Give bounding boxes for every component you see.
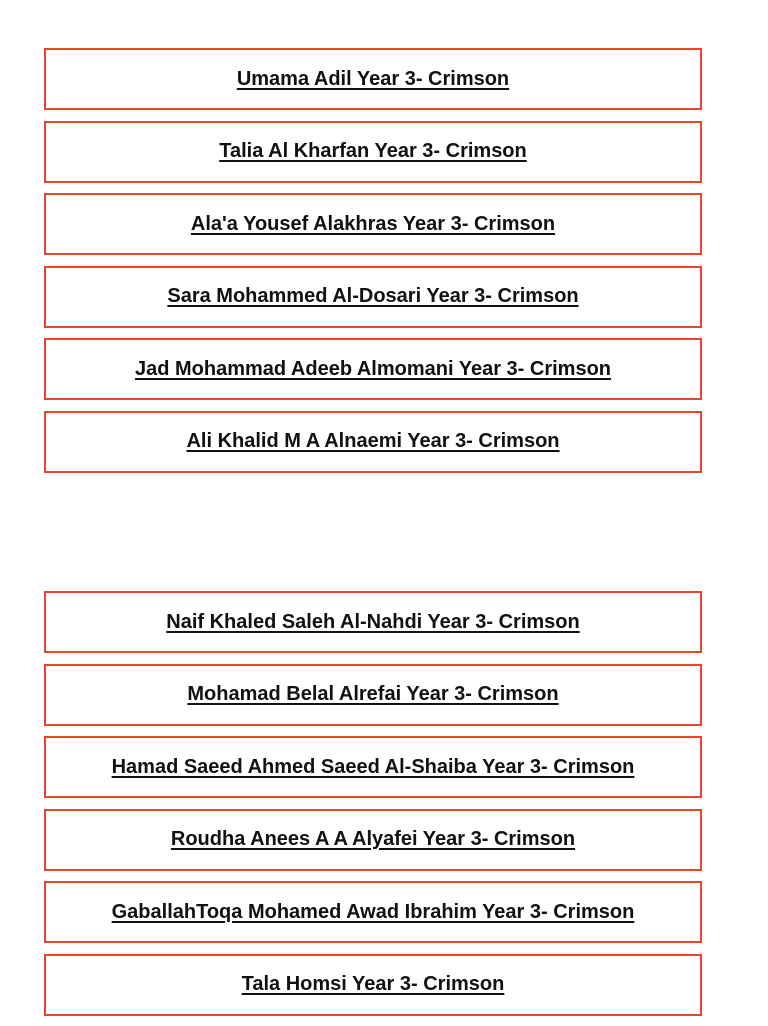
name-label-text: Talia Al Kharfan Year 3- Crimson bbox=[219, 140, 527, 162]
name-label-text: Sara Mohammed Al-Dosari Year 3- Crimson bbox=[167, 285, 579, 307]
name-label-box bbox=[44, 881, 702, 943]
name-label-box bbox=[44, 664, 702, 726]
name-label-box bbox=[44, 338, 702, 400]
name-label-box bbox=[44, 591, 702, 653]
name-label-text: Naif Khaled Saleh Al-Nahdi Year 3- Crimson bbox=[166, 610, 580, 633]
label-group-1 bbox=[44, 48, 702, 483]
name-label-text: Hamad Saeed Ahmed Saeed Al-Shaiba Year 3- Crimson bbox=[111, 755, 635, 778]
name-label-text: Jad Mohammad Adeeb Almomani Year 3- Crimson bbox=[134, 357, 612, 380]
label-group-2 bbox=[44, 591, 702, 1026]
name-label-text: Umama Adil Year 3- Crimson bbox=[236, 67, 510, 90]
name-label-text: Ala'a Yousef Alakhras Year 3- Crimson bbox=[190, 212, 556, 235]
name-label-text: Tala Homsi Year 3- Crimson bbox=[241, 973, 505, 995]
name-label-box bbox=[44, 48, 702, 110]
name-label-box bbox=[44, 809, 702, 871]
name-label-text: Roudha Anees A A Alyafei Year 3- Crimson bbox=[170, 828, 576, 850]
name-label-box bbox=[44, 736, 702, 798]
name-label-text: Ali Khalid M A Alnaemi Year 3- Crimson bbox=[186, 430, 560, 452]
name-label-box bbox=[44, 266, 702, 328]
name-label-text: Mohamad Belal Alrefai Year 3- Crimson bbox=[187, 683, 559, 705]
name-label-box bbox=[44, 411, 702, 473]
name-label-box bbox=[44, 121, 702, 183]
name-label-box bbox=[44, 193, 702, 255]
name-label-box bbox=[44, 954, 702, 1016]
name-label-text: GaballahToqa Mohamed Awad Ibrahim Year 3- Crimson bbox=[111, 900, 635, 923]
